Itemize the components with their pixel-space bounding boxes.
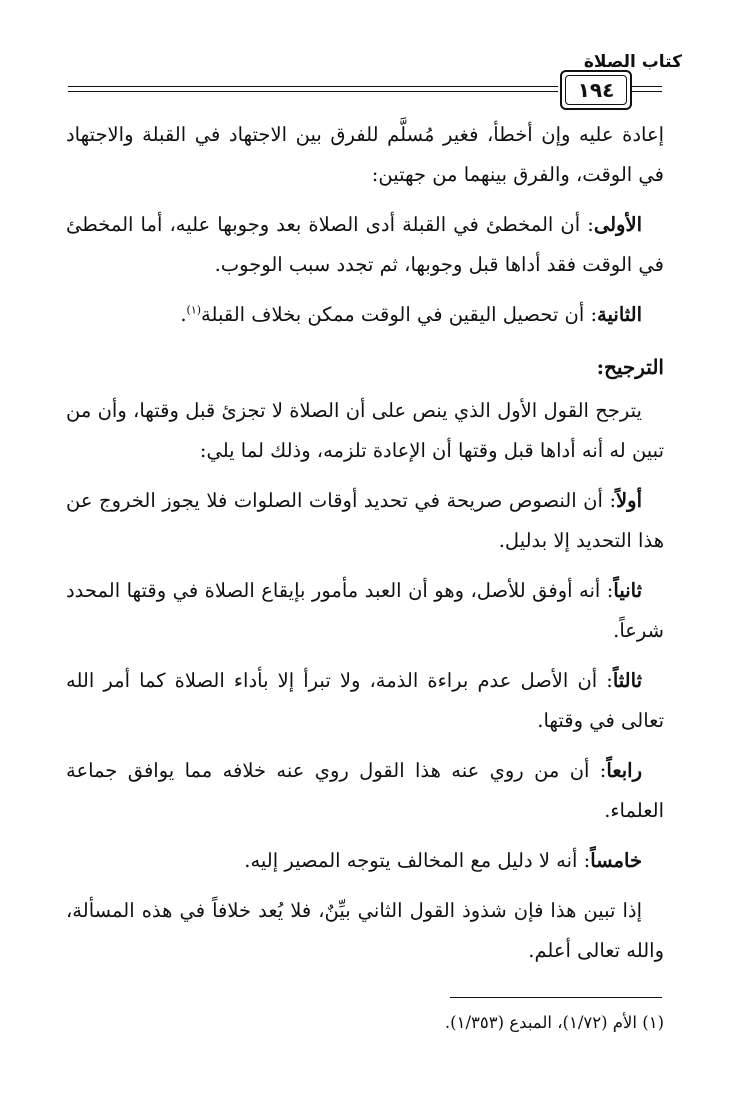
footnote-separator [450, 997, 662, 998]
header-rule [632, 86, 662, 87]
paragraph-text: : أن الأصل عدم براءة الذمة، ولا تبرأ إلا بأداء الصلاة كما أمر الله تعالى في وقتها. [66, 669, 664, 732]
page-number: ١٩٤ [565, 75, 627, 105]
paragraph-lead: ثانياً [613, 579, 642, 602]
paragraph [66, 295, 664, 335]
section-heading: الترجيح: [596, 355, 664, 379]
paragraph-text: : أن المخطئ في القبلة أدى الصلاة بعد وجوبها عليه، أما المخطئ في الوقت فقد أداها قبل وجوبها، ثم تجدد سبب الوجوب. [66, 213, 664, 276]
header-rule [68, 86, 558, 87]
paragraph-text: : أن تحصيل اليقين في الوقت ممكن بخلاف القبلة [201, 303, 598, 326]
footnote-reference[interactable]: (١) [186, 303, 202, 317]
paragraph-text: : أن من روي عنه هذا القول روي عنه خلافه مما يوافق جماعة العلماء. [66, 759, 664, 822]
paragraph-text: : أنه لا دليل مع المخالف يتوجه المصير إليه. [244, 849, 591, 872]
page-body [66, 115, 664, 981]
running-header-title: كتاب الصلاة [583, 52, 682, 72]
paragraph-text: : أن النصوص صريحة في تحديد أوقات الصلوات فلا يجوز الخروج عن هذا التحديد إلا بدليل. [66, 489, 664, 552]
header-rule [68, 91, 558, 92]
paragraph-text: : أنه أوفق للأصل، وهو أن العبد مأمور بإيقاع الصلاة في وقتها المحدد شرعاً. [66, 579, 664, 642]
paragraph: يترجح القول الأول الذي ينص على أن الصلاة لا تجزئ قبل وقتها، وأن من تبين له أنه أداها قبل وقتها أن الإعادة تلزمه، وذلك لما يلي: [66, 399, 664, 462]
paragraph [66, 571, 664, 651]
paragraph [66, 481, 664, 561]
paragraph: إعادة عليه وإن أخطأ، فغير مُسلَّم للفرق بين الاجتهاد في القبلة والاجتهاد في الوقت، والفرق بينهما من جهتين: [66, 123, 664, 186]
paragraph [66, 205, 664, 285]
header-rule [632, 91, 662, 92]
paragraph [66, 661, 664, 741]
footnote: (١) الأم (١/٧٢)، المبدع (١/٣٥٣). [444, 1013, 664, 1032]
paragraph-lead: الثانية [597, 303, 642, 326]
paragraph-lead: أولاً [616, 489, 642, 512]
paragraph [66, 841, 664, 881]
paragraph-lead: خامساً [590, 849, 642, 872]
paragraph [66, 751, 664, 831]
paragraph-lead: الأولى [593, 213, 642, 236]
paragraph: إذا تبين هذا فإن شذوذ القول الثاني بيِّنٌ، فلا يُعد خلافاً في هذه المسألة، والله تعالى أعلم. [66, 899, 664, 962]
paragraph-lead: ثالثاً [612, 669, 642, 692]
page-number-frame [560, 70, 632, 110]
paragraph-lead: رابعاً [606, 759, 642, 782]
paragraph-end: . [180, 303, 187, 326]
